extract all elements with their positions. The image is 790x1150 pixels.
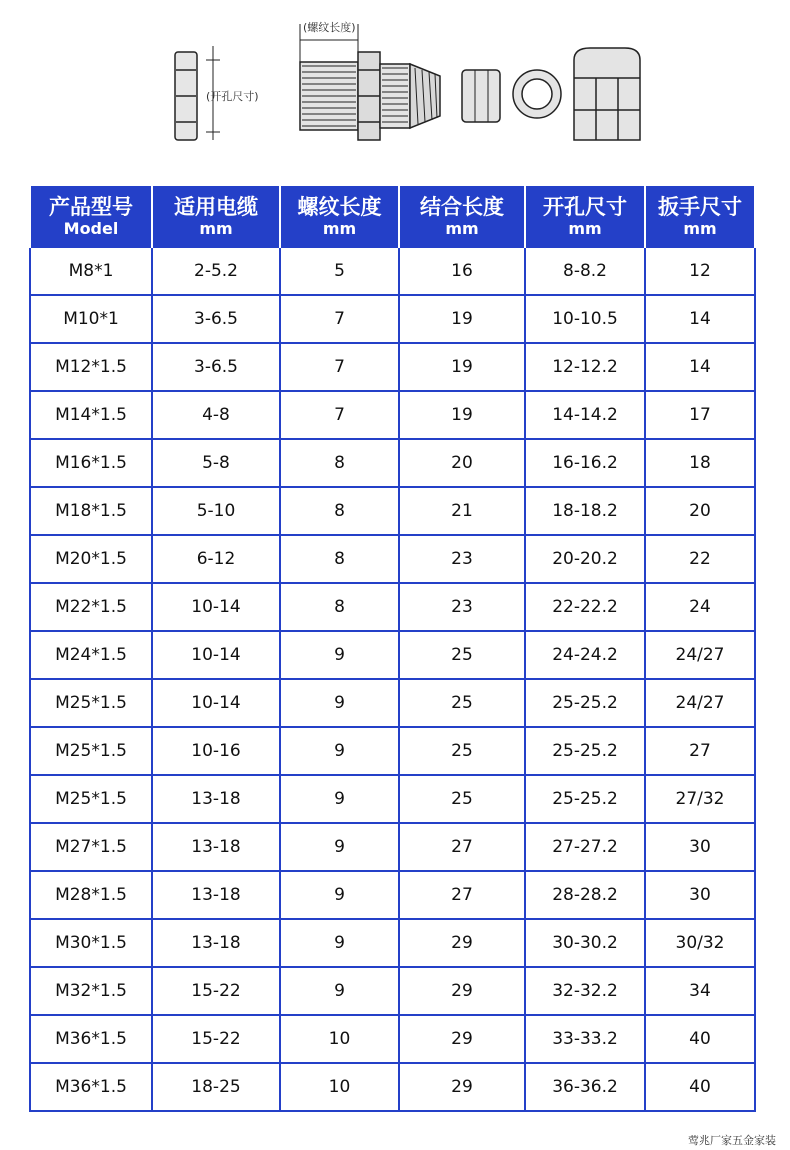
thread-length-cell: 9 [280,631,399,679]
thread-length-cell: 10 [280,1063,399,1111]
wrench-size-cell: 40 [645,1063,755,1111]
thread-length-cell: 8 [280,439,399,487]
cable-range-cell: 10-14 [152,679,280,727]
total-length-cell: 25 [399,775,525,823]
model-cell: M16*1.5 [30,439,152,487]
model-cell: M22*1.5 [30,583,152,631]
table-row [30,439,755,487]
table-row [30,583,755,631]
wrench-size-cell: 30 [645,871,755,919]
total-length-cell: 29 [399,1015,525,1063]
wrench-size-cell: 34 [645,967,755,1015]
table-row [30,919,755,967]
dome-cap-nut [574,48,640,140]
hole-size-cell: 16-16.2 [525,439,645,487]
wrench-size-cell: 27/32 [645,775,755,823]
total-length-cell: 27 [399,823,525,871]
table-row [30,1015,755,1063]
wrench-size-cell: 18 [645,439,755,487]
wrench-size-cell: 24 [645,583,755,631]
hole-size-cell: 28-28.2 [525,871,645,919]
total-length-cell: 29 [399,967,525,1015]
seal-insert [462,70,500,122]
cable-range-cell: 5-10 [152,487,280,535]
total-length-cell: 21 [399,487,525,535]
total-length-cell: 23 [399,535,525,583]
total-length-cell: 25 [399,727,525,775]
total-length-cell: 19 [399,343,525,391]
total-length-cell: 16 [399,247,525,295]
total-length-cell: 27 [399,871,525,919]
cable-range-cell: 10-16 [152,727,280,775]
model-cell: M28*1.5 [30,871,152,919]
thread-length-label: (螺纹长度) [303,21,356,34]
wrench-size-cell: 14 [645,343,755,391]
table-row [30,727,755,775]
thread-length-cell: 7 [280,391,399,439]
model-cell: M25*1.5 [30,727,152,775]
thread-length-cell: 10 [280,1015,399,1063]
total-length-cell: 20 [399,439,525,487]
hole-size-cell: 8-8.2 [525,247,645,295]
model-cell: M25*1.5 [30,679,152,727]
table-row [30,343,755,391]
table-row [30,295,755,343]
header-model: 产品型号 Model [30,186,152,247]
model-cell: M27*1.5 [30,823,152,871]
cable-range-cell: 3-6.5 [152,295,280,343]
thread-length-cell: 8 [280,583,399,631]
model-cell: M20*1.5 [30,535,152,583]
table-row [30,631,755,679]
total-length-cell: 19 [399,391,525,439]
table-header-row [30,186,755,247]
wrench-size-cell: 22 [645,535,755,583]
model-cell: M30*1.5 [30,919,152,967]
total-length-cell: 23 [399,583,525,631]
cable-range-cell: 15-22 [152,1015,280,1063]
cable-range-cell: 5-8 [152,439,280,487]
header-wrench-size: 扳手尺寸 mm [645,186,755,247]
total-length-cell: 25 [399,679,525,727]
cable-range-cell: 13-18 [152,871,280,919]
model-cell: M10*1 [30,295,152,343]
cable-gland-drawing [0,0,790,180]
table-row [30,391,755,439]
hole-size-cell: 33-33.2 [525,1015,645,1063]
cable-range-cell: 13-18 [152,775,280,823]
wrench-size-cell: 24/27 [645,631,755,679]
wrench-size-cell: 30/32 [645,919,755,967]
total-length-cell: 29 [399,1063,525,1111]
hole-size-cell: 25-25.2 [525,775,645,823]
hole-size-cell: 36-36.2 [525,1063,645,1111]
model-cell: M25*1.5 [30,775,152,823]
table-row [30,871,755,919]
thread-length-cell: 8 [280,535,399,583]
cable-range-cell: 10-14 [152,631,280,679]
locknut-side-view [175,52,197,140]
table-row [30,487,755,535]
hole-size-label: (开孔尺寸) [206,90,259,103]
cable-range-cell: 3-6.5 [152,343,280,391]
cable-range-cell: 6-12 [152,535,280,583]
table-row [30,1063,755,1111]
table-row [30,535,755,583]
model-cell: M18*1.5 [30,487,152,535]
wrench-size-cell: 27 [645,727,755,775]
thread-length-cell: 7 [280,343,399,391]
spec-table [29,186,756,1112]
cable-range-cell: 13-18 [152,919,280,967]
hole-size-cell: 14-14.2 [525,391,645,439]
model-cell: M36*1.5 [30,1015,152,1063]
cable-gland-diagram [0,0,790,180]
table-body [30,247,755,1111]
hole-size-cell: 30-30.2 [525,919,645,967]
total-length-cell: 29 [399,919,525,967]
model-cell: M32*1.5 [30,967,152,1015]
thread-length-cell: 9 [280,919,399,967]
hole-size-cell: 24-24.2 [525,631,645,679]
model-cell: M8*1 [30,247,152,295]
thread-length-cell: 9 [280,823,399,871]
thread-length-cell: 8 [280,487,399,535]
model-cell: M14*1.5 [30,391,152,439]
hole-size-cell: 27-27.2 [525,823,645,871]
cable-range-cell: 10-14 [152,583,280,631]
table-row [30,679,755,727]
thread-length-cell: 5 [280,247,399,295]
gland-body [300,52,440,140]
header-hole-size: 开孔尺寸 mm [525,186,645,247]
thread-length-cell: 7 [280,295,399,343]
table-row [30,247,755,295]
header-thread-length: 螺纹长度 mm [280,186,399,247]
wrench-size-cell: 17 [645,391,755,439]
hole-size-cell: 25-25.2 [525,727,645,775]
model-cell: M24*1.5 [30,631,152,679]
wrench-size-cell: 30 [645,823,755,871]
cable-range-cell: 4-8 [152,391,280,439]
hole-size-cell: 12-12.2 [525,343,645,391]
wrench-size-cell: 40 [645,1015,755,1063]
cable-range-cell: 2-5.2 [152,247,280,295]
model-cell: M36*1.5 [30,1063,152,1111]
model-cell: M12*1.5 [30,343,152,391]
header-total-length: 结合长度 mm [399,186,525,247]
thread-length-cell: 9 [280,967,399,1015]
total-length-cell: 25 [399,631,525,679]
wrench-size-cell: 12 [645,247,755,295]
hole-size-cell: 32-32.2 [525,967,645,1015]
hole-size-cell: 25-25.2 [525,679,645,727]
header-cable-range: 适用电缆 mm [152,186,280,247]
hole-size-cell: 10-10.5 [525,295,645,343]
table-row [30,823,755,871]
wrench-size-cell: 20 [645,487,755,535]
hole-size-cell: 20-20.2 [525,535,645,583]
shop-watermark: 莺兆厂家五金家装 [688,1134,776,1147]
hole-size-cell: 18-18.2 [525,487,645,535]
cable-range-cell: 15-22 [152,967,280,1015]
thread-length-cell: 9 [280,727,399,775]
wrench-size-cell: 14 [645,295,755,343]
table-row [30,967,755,1015]
table-row [30,775,755,823]
thread-length-cell: 9 [280,775,399,823]
wrench-size-cell: 24/27 [645,679,755,727]
cable-range-cell: 13-18 [152,823,280,871]
total-length-cell: 19 [399,295,525,343]
hole-size-cell: 22-22.2 [525,583,645,631]
thread-length-cell: 9 [280,871,399,919]
thread-length-cell: 9 [280,679,399,727]
cable-range-cell: 18-25 [152,1063,280,1111]
